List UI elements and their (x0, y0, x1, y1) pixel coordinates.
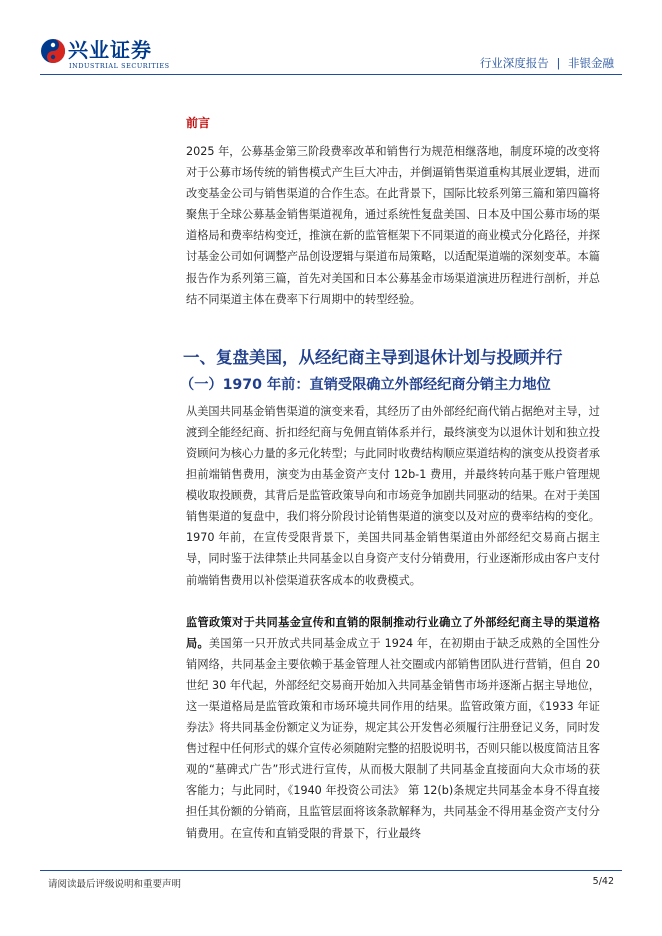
footer-divider (40, 870, 622, 871)
report-type: 行业深度报告 (479, 56, 549, 70)
header-divider (40, 74, 622, 75)
page-number: 5/42 (592, 876, 614, 887)
preface-paragraph: 2025 年，公募基金第三阶段费率改革和销售行为规范相继落地，制度环境的改变将对于公募市场传统的销售模式产生巨大冲击，并倒逼销售渠道重构其展业逻辑，进而改变基金公司与销售渠道的合作生态。在此背景下，国际比较系列第三篇和第四篇将聚焦于全球公募基金销售渠道视角，通过系统性复盘美国、日本及中国公募市场的渠道格局和费率结构变迁，推演在新的监管框架下不同渠道的商业模式分化路径，并探讨基金公司如何调整产品创设逻辑与渠道布局策略，以适配渠道端的深刻变革。本篇报告作为系列第三篇，首先对美国和日本公募基金市场渠道演进历程进行剖析，并总结不同渠道主体在费率下行周期中的转型经验。 (186, 145, 600, 306)
report-category (480, 55, 614, 71)
body-paragraph-2 (186, 612, 600, 844)
preface-title: 前言 (186, 116, 211, 130)
logo-emblem-icon (40, 38, 66, 64)
sector-name: 非银金融 (568, 56, 614, 70)
company-logo (40, 38, 180, 72)
section-heading: 一、复盘美国，从经纪商主导到退休计划与投顾并行 (183, 347, 563, 367)
footer-disclaimer: 请阅读最后评级说明和重要声明 (48, 879, 182, 890)
paragraph-body-text: 美国第一只开放式共同基金成立于 1924 年，在初期由于缺乏成熟的全国性分销网络，共同基金主要依赖于基金管理人社交圈或内部销售团队进行营销，但自 20 世纪 30 年代起，外部经纪交易商开始加入共同基金销售市场并逐渐占据主导地位，这一渠道格局是监管政策和市场环境共同作用的结果。监管政策方面，《1933 年证券法》将共同基金份额定义为证券，规定其公开发售必须履行注册登记义务，同时发售过程中任何形式的媒介宣传必须随附完整的招股说明书，否则只能以极度简洁且客观的“墓碑式广告”形式进行宣传，从而极大限制了共同基金直接面向大众市场的获客能力；与此同时，《1940 年投资公司法》 第 12(b)条规定共同基金本身不得直接担任其份额的分销商，且监管层面将该条款解释为，共同基金不得用基金资产支付分销费用。在宣传和直销受限的背景下，行业最终 (186, 636, 600, 840)
logo-english-name: INDUSTRIAL SECURITIES (69, 62, 170, 70)
paragraph-lead-sentence: 监管政策对于共同基金宣传和直销的限制推动行业确立了外部经纪商主导的渠道格局。 (186, 615, 600, 650)
section-subheading: （一）1970 年前：直销受限确立外部经纪商分销主力地位 (180, 376, 551, 393)
header-separator: | (556, 56, 561, 70)
logo-chinese-name: 兴业证券 (68, 38, 152, 62)
main-content (180, 114, 600, 844)
page-header (0, 0, 662, 80)
body-paragraph-1: 从美国共同基金销售渠道的演变来看，其经历了由外部经纪商代销占据绝对主导，过渡到全能经纪商、折扣经纪商与免佣直销体系并行，最终演变为以退休计划和独立投资顾问为核心力量的多元化转型；与此同时收费结构顺应渠道结构的演变从投资者承担前端销售费用，演变为由基金资产支付 12b-1 费用，并最终转向基于账户管理规模收取投顾费，其背后是监管政策导向和市场竞争加剧共同驱动的结果。在对于美国销售渠道的复盘中，我们将分阶段讨论销售渠道的演变以及对应的费率结构的变化。1970 年前，在宣传受限背景下，美国共同基金销售渠道由外部经纪交易商占据主导，同时鉴于法律禁止共同基金以自身资产支付分销费用，行业逐渐形成由客户支付前端销售费用以补偿渠道获客成本的收费模式。 (186, 404, 600, 587)
